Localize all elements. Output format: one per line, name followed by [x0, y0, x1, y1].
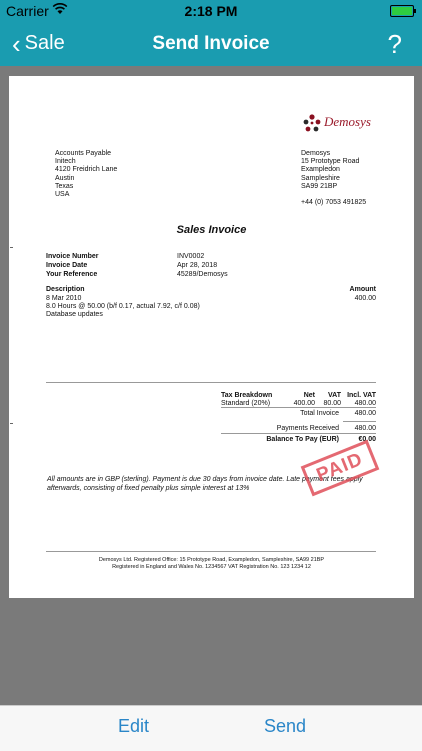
divider — [343, 421, 376, 422]
line-item — [46, 295, 200, 319]
your-reference: 45289/Demosys — [177, 271, 228, 278]
net-header: Net — [303, 392, 315, 399]
incl-vat-header: Incl. VAT — [347, 392, 376, 399]
divider — [46, 382, 376, 383]
fold-mark — [10, 423, 13, 424]
address-line: Initech — [55, 158, 76, 166]
back-label: Sale — [24, 32, 65, 54]
address-line: SA99 21BP — [301, 182, 338, 190]
payments-received-label: Payments Received — [276, 425, 339, 432]
vat-header: VAT — [328, 392, 341, 399]
clock: 2:18 PM — [184, 3, 238, 19]
logo-text: Demosys — [324, 114, 371, 129]
address-line — [301, 191, 366, 199]
field-label: Invoice Number — [46, 253, 99, 260]
field-label: Invoice Date — [46, 262, 88, 269]
address-line: USA — [55, 191, 70, 199]
line-item-note: Database updates — [46, 311, 103, 318]
footer-registered-office: Demosys Ltd. Registered Office: 15 Prototype Road, Exampledon, Sampleshire, SA99 21BP — [98, 557, 325, 563]
help-button[interactable]: ? — [387, 29, 402, 59]
navigation-bar — [0, 22, 422, 66]
company-logo — [301, 112, 381, 134]
line-item-amount: 400.00 — [354, 295, 376, 302]
amount-header: Amount — [349, 286, 376, 293]
address-line: Austin — [55, 174, 75, 182]
battery-icon — [390, 5, 414, 17]
line-item-date: 8 Mar 2010 — [46, 295, 82, 302]
address-line: Demosys — [301, 150, 331, 157]
address-line: Texas — [55, 182, 74, 190]
tax-incl-vat: 480.00 — [354, 400, 376, 407]
field-label: Your Reference — [46, 271, 98, 278]
company-address — [301, 150, 366, 207]
address-line: 15 Prototype Road — [301, 158, 360, 166]
footer-registration: Registered in England and Wales No. 1234567 VAT Registration No. 123 1234 12 — [112, 564, 311, 570]
edit-button[interactable]: Edit — [118, 716, 150, 736]
invoice-title: Sales Invoice — [176, 224, 247, 236]
payment-terms-note: All amounts are in GBP (sterling). Payment is due 30 days from invoice date. Late payment fees apply afterwards, consisting of fixed penalty plus simple interest at 13% — [47, 476, 363, 492]
invoice-number: INV0002 — [177, 253, 205, 260]
invoice-field-values — [177, 252, 228, 279]
bottom-toolbar — [0, 705, 422, 751]
fold-mark — [10, 247, 13, 248]
address-line: 4120 Freidrich Lane — [55, 166, 118, 174]
status-bar — [0, 0, 422, 22]
balance-label: Balance To Pay (EUR) — [266, 436, 339, 443]
invoice-date: Apr 28, 2018 — [177, 262, 218, 269]
page-title: Send Invoice — [152, 33, 270, 54]
tax-rate: Standard (20%) — [221, 400, 271, 407]
tax-net: 400.00 — [293, 400, 315, 407]
address-line: Exampledon — [301, 166, 340, 174]
chevron-left-icon: ‹ — [12, 28, 21, 59]
bill-to-address — [55, 150, 117, 199]
invoice-field-labels — [46, 252, 99, 279]
address-line: Sampleshire — [301, 174, 340, 182]
company-phone: +44 (0) 7053 491825 — [301, 199, 367, 207]
footer-divider — [46, 551, 376, 552]
paid-stamp: PAID — [301, 440, 380, 497]
divider — [221, 407, 376, 408]
payments-received-value: 480.00 — [354, 425, 376, 432]
description-header: Description — [46, 286, 85, 293]
tax-breakdown-header: Tax Breakdown — [221, 392, 273, 399]
balance-value: €0.00 — [358, 436, 376, 443]
line-item-detail: 8.0 Hours @ 50.00 (b/f 0.17, actual 7.92, c/f 0.08) — [46, 303, 200, 310]
total-invoice-label: Total Invoice — [300, 410, 339, 417]
tax-vat: 80.00 — [323, 400, 341, 407]
send-button[interactable]: Send — [264, 716, 307, 736]
logo-flower-icon — [301, 112, 323, 134]
total-invoice-value: 480.00 — [354, 410, 376, 417]
divider — [221, 433, 376, 434]
carrier-label: Carrier — [6, 3, 49, 19]
address-line: Accounts Payable — [55, 150, 112, 157]
invoice-preview — [9, 76, 414, 598]
